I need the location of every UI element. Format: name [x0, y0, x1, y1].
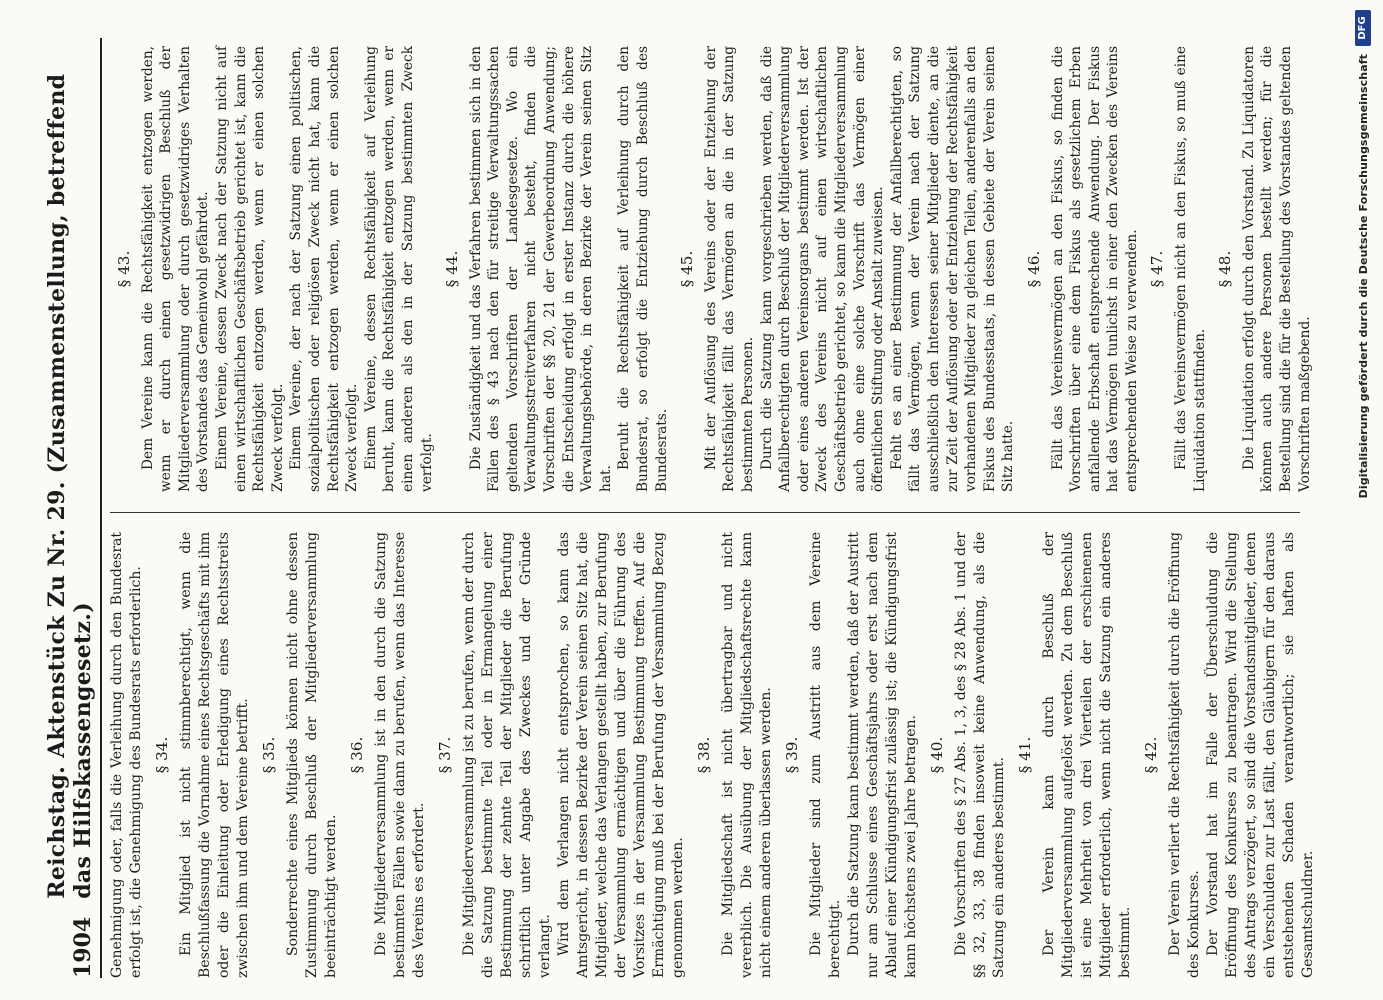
paragraph: Einem Vereine, der nach der Satzung einen politischen, sozialpolitischen oder religiösen Zweck nicht hat, kann die Rechtsfähigkeit entzogen werden, wenn er einen solchen Zweck verfolgt. [288, 46, 361, 492]
paragraph: Durch die Satzung kann bestimmt werden, daß der Austritt nur am Schlusse eines Geschäftsjahrs oder erst nach dem Ablauf einer Kündigungsfrist zulässig ist; die Kündigungsfrist kann höchstens zwei Jahre betragen. [846, 532, 919, 978]
section-heading: § 45. [678, 250, 697, 288]
section-heading: § 44. [443, 250, 462, 288]
paragraph: Die Mitgliederversammlung ist zu berufen, wenn der durch die Satzung bestimmte Teil oder in Ermangelung einer Bestimmung der zehnte Teil der Mitglieder die Berufung schriftlich unter Angabe des Zweckes und der Gründe verlangt. [461, 532, 553, 978]
section-heading: § 43. [115, 250, 133, 288]
paragraph: Der Verein kann durch Beschluß der Mitgliederversammlung aufgelöst werden. Zu dem Beschluß ist eine Mehrheit von drei Vierteilen der erschienenen Mitglieder erforderlich, wenn nicht die Satzung ein anderes bestimmt. [1041, 532, 1133, 978]
digitization-imprint [1352, 0, 1374, 1000]
paragraph: Die Mitgliederversammlung ist in den durch die Satzung bestimmten Fällen sowie dann zu berufen, wenn das Interesse des Vereins es erfordert. [373, 532, 427, 978]
paragraph: Durch die Satzung kann vorgeschrieben werden, daß die Anfallberechtigten durch Beschluß der Mitgliederversammlung oder eines anderen Vereinsorgans bestimmt werden. Ist der Zweck des Vereins nicht auf einen wirtschaftlichen Geschäftsbetrieb gerichtet, so kann die Mitgliederversammlung auch ohne eine solche Vorschrift das Vermögen einer öffentlichen Stiftung oder Anstalt zuweisen. [758, 46, 887, 492]
paragraph: Sonderrechte eines Mitglieds können nicht ohne dessen Zustimmung durch Beschluß der Mitgliederversammlung beeinträchtigt werden. [285, 532, 339, 978]
section-heading: § 37. [436, 736, 454, 774]
paragraph: Der Verein verliert die Rechtsfähigkeit durch die Eröffnung des Konkurses. [1167, 532, 1202, 978]
paragraph: Wird dem Verlangen nicht entsprochen, so kann das Amtsgericht, in dessen Bezirke der Verein seinen Sitz hat, die Mitglieder, welche das Verlangen gestellt haben, zur Berufung der Versammlung ermächtigen und über die Führung des Vorsitzes in der Versammlung Bestimmung treffen. Auf die Ermächtigung muß bei der Berufung der Versammlung Bezug genommen werden. [556, 532, 686, 978]
header-rule [100, 38, 102, 978]
section-heading: § 46. [1024, 250, 1043, 288]
section-heading: § 34. [153, 736, 171, 774]
paragraph: Mit der Auflösung des Vereins oder der Entziehung der Rechtsfähigkeit fällt das Vermögen an die in der Satzung bestimmten Personen. [702, 46, 756, 492]
column-divider [110, 512, 1300, 513]
running-title: Reichstag. Aktenstück Zu Nr. 29. (Zusammenstellung, betreffend das Hilfskassengesetz.) [44, 73, 96, 899]
paragraph: Die Mitgliedschaft ist nicht übertragbar und nicht vererblich. Die Ausübung der Mitgliedschaftsrechte kann nicht einem anderen überlassen werden. [720, 532, 774, 978]
section-heading: § 38. [695, 736, 713, 774]
dfg-logo: DFG [1355, 10, 1371, 46]
section-heading: § 36. [348, 736, 366, 774]
section-heading: § 48. [1216, 250, 1235, 288]
section-heading: § 41. [1016, 736, 1034, 774]
section-heading: § 40. [928, 736, 946, 774]
paragraph: Fehlt es an einer Bestimmung der Anfallberechtigten, so fällt das Vermögen, wenn der Verein nach der Satzung ausschließlich den Interessen seiner Mitglieder diente, an die zur Zeit der Auflösung oder der Entziehung der Rechtsfähigkeit vorhandenen Mitglieder zu gleichen Teilen, anderenfalls an den Fiskus des Bundesstaats, in dessen Gebiete der Verein seinen Sitz hatte. [888, 46, 1017, 492]
paragraph: Genehmigung oder, falls die Verleihung durch den Bundesrat erfolgt ist, die Genehmigung des Bundesrats erforderlich. [109, 532, 144, 978]
left-text-column [108, 532, 1318, 978]
paragraph: Der Vorstand hat im Falle der Überschuldung die Eröffnung des Konkurses zu beantragen. Wird die Stellung des Antrags verzögert, so sind die Vorstandsmitglieder, denen ein Verschulden zur Last fällt, den Gläubigern für den daraus entstehenden Schaden verantwortlich; sie haften als Gesamtschuldner. [1205, 532, 1316, 978]
paragraph: Ein Mitglied ist nicht stimmberechtigt, wenn die Beschlußfassung die Vornahme eines Rechtsgeschäfts mit ihm oder die Einleitung oder Erledigung eines Rechtsstreits zwischen ihm und dem Vereine betrifft. [178, 532, 251, 978]
paragraph: Die Liquidation erfolgt durch den Vorstand. Zu Liquidatoren können auch andere Personen bestellt werden; für die Bestellung sind die für die Bestellung des Vorstandes geltenden Vorschriften maßgebend. [1240, 46, 1313, 492]
right-text-column [108, 46, 1314, 492]
paragraph: Fällt das Vereinsvermögen nicht an den Fiskus, so muß eine Liquidation stattfinden. [1173, 46, 1208, 492]
section-heading: § 39. [783, 736, 801, 774]
section-heading: § 42. [1142, 736, 1160, 774]
paragraph: Die Mitglieder sind zum Austritt aus dem Vereine berechtigt. [808, 532, 843, 978]
paragraph: Einem Vereine, dessen Rechtsfähigkeit auf Verleihung beruht, kann die Rechtsfähigkeit entzogen werden, wenn er einen anderen als den in der Satzung bestimmten Zweck verfolgt. [362, 46, 435, 492]
page-header [44, 38, 96, 978]
imprint-text: Digitalisierung gefördert durch die Deutsche Forschungsgemeinschaft [1356, 54, 1370, 499]
paragraph: Dem Vereine kann die Rechtsfähigkeit entzogen werden, wenn er durch einen gesetzwidrigen Beschluß der Mitgliederversammlung oder durch gesetzwidriges Verhalten des Vorstandes das Gemeinwohl gefährdet. [139, 46, 212, 492]
page-number: 1904 [70, 916, 96, 978]
paragraph: Fällt das Vereinsvermögen an den Fiskus, so finden die Vorschriften über eine dem Fiskus als gesetzlichem Erben anfallende Erbschaft entsprechende Anwendung. Der Fiskus hat das Vermögen tunlichst in einer den Zwecken des Vereins entsprechenden Weise zu verwenden. [1049, 46, 1140, 492]
paragraph: Beruht die Rechtsfähigkeit auf Verleihung durch den Bundesrat, so erfolgt die Entziehung durch Beschluß des Bundesrats. [616, 46, 670, 492]
paragraph: Einem Vereine, dessen Zweck nach der Satzung nicht auf einen wirtschaftlichen Geschäftsbetrieb gerichtet ist, kann die Rechtsfähigkeit entzogen werden, wenn er einen solchen Zweck verfolgt. [213, 46, 286, 492]
paragraph: Die Vorschriften des § 27 Abs. 1, 3, des § 28 Abs. 1 und der §§ 32, 33, 38 finden insoweit keine Anwendung, als die Satzung ein anderes bestimmt. [953, 532, 1007, 978]
section-heading: § 35. [260, 736, 278, 774]
paragraph: Die Zuständigkeit und das Verfahren bestimmen sich in den Fällen des § 43 nach den für streitige Verwaltungssachen geltenden Vorschriften der Landesgesetze. Wo ein Verwaltungsstreitverfahren nicht besteht, finden die Vorschriften der §§ 20, 21 der Gewerbeordnung Anwendung; die Entscheidung erfolgt in erster Instanz durch die höhere Verwaltungsbehörde, in deren Bezirke der Verein seinen Sitz hat. [467, 46, 614, 492]
section-heading: § 47. [1148, 250, 1167, 288]
